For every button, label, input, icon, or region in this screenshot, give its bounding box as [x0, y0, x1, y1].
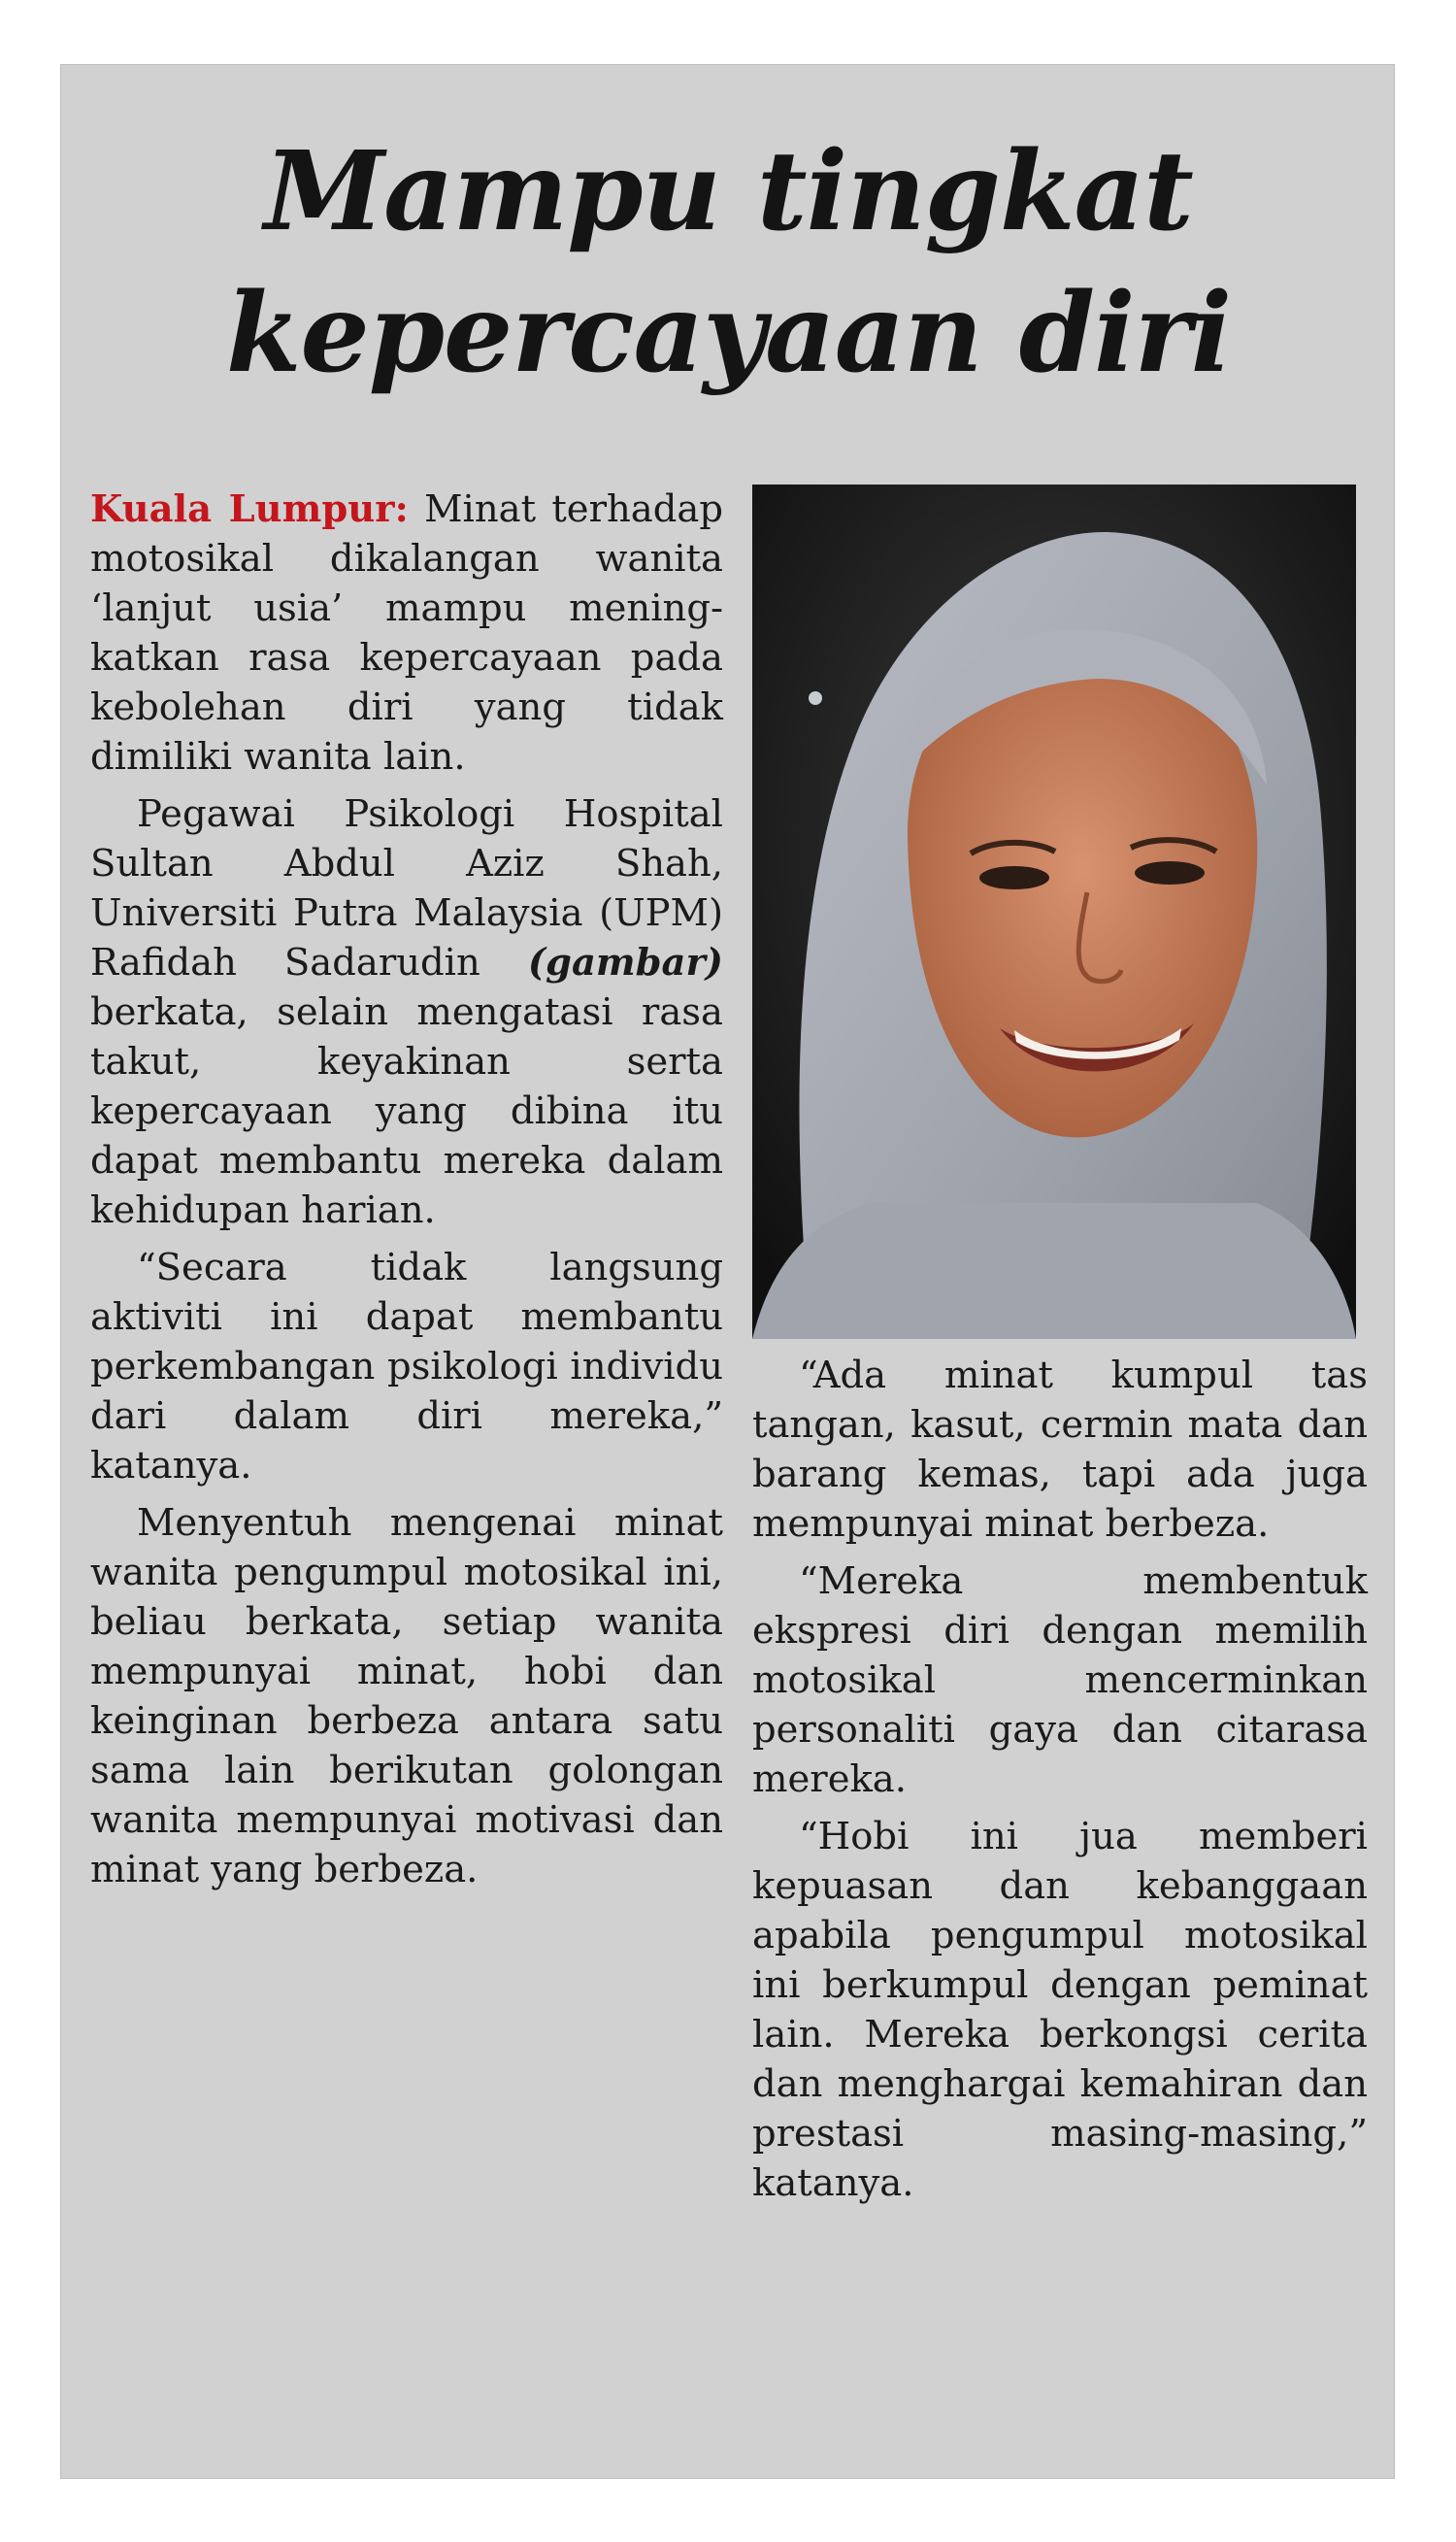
paragraph-1-text: Minat terhadap motosikal dikalangan wanita ‘lanjut usia’ mampu meningkatkan rasa kepercayaan pada kebolehan diri yang tidak dimiliki wanita lain.: [90, 487, 723, 779]
paragraph-4: Menyentuh mengenai minat wanita pengumpul motosikal ini, beliau berkata, setiap wanita mempunyai minat, hobi dan keinginan berbeza antara satu sama lain berikutan golongan wanita mempunyai motivasi dan minat yang berbeza.: [90, 1501, 723, 1891]
newspaper-clipping: [60, 64, 1395, 2479]
left-column: [90, 485, 723, 1894]
portrait-illustration: [752, 485, 1356, 1339]
headline-line-1: Mampu tingkat: [264, 128, 1193, 255]
paragraph-7: “Hobi ini jua memberi kepuasan dan kebanggaan apabila pengumpul motosikal ini berkumpul dengan peminat lain. Mereka berkongsi cerita dan menghargai kemahiran dan prestasi masing-masing,” katanya.: [752, 1815, 1368, 2205]
paragraph-5: “Ada minat kumpul tas tangan, kasut, cermin mata dan barang kemas, tapi ada juga mempunyai minat berbeza.: [752, 1354, 1368, 1546]
paragraph-1: [90, 485, 723, 782]
paragraph-2-text-b: berkata, selain mengatasi rasa takut, keyakinan serta kepercayaan yang dibina itu dapat membantu mereka dalam kehidupan harian.: [90, 990, 723, 1232]
right-column: [752, 1351, 1368, 2208]
paragraph-3: “Secara tidak langsung aktiviti ini dapat membantu perkembangan psikologi individu dari dalam diri mereka,” katanya.: [90, 1246, 723, 1488]
headline-line-2: kepercayaan diri: [225, 270, 1232, 397]
paragraph-2-text-a: Pegawai Psikologi Hospital Sultan Abdul Aziz Shah, Universiti Putra Malaysia (UPM) Rafidah Sadarudin: [90, 792, 723, 985]
paragraph-6: “Mereka membentuk ekspresi diri dengan memilih motosikal mencerminkan personaliti gaya dan citarasa mereka.: [752, 1559, 1368, 1801]
dateline: Kuala Lumpur:: [90, 487, 409, 531]
paragraph-2: [90, 789, 723, 1235]
headline: [61, 121, 1396, 405]
photo-credit: (gambar): [527, 941, 723, 985]
portrait-photo: [752, 485, 1356, 1339]
